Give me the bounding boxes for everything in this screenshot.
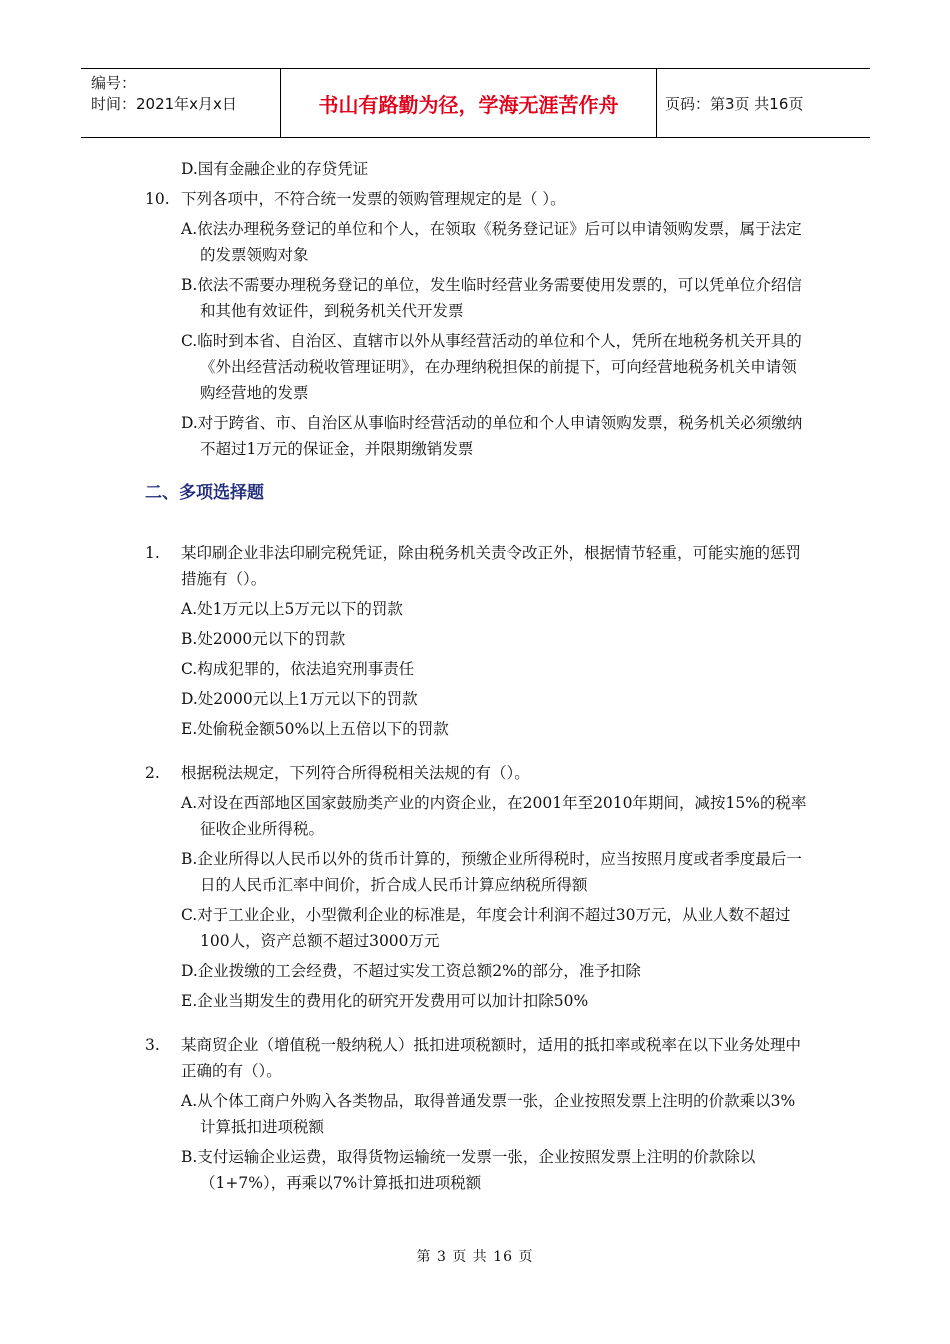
option-e: E.处偷税金额50%以上五倍以下的罚款 [181,720,449,738]
question-number: 3. [145,1036,160,1054]
question-10 [145,186,810,462]
option-c: C.临时到本省、自治区、直辖市以外从事经营活动的单位和个人，凭所在地税务机关开具的《外出经营活动税收管理证明》，在办理纳税担保的前提下，可向经营地税务机关申请领购经营地的发票 [181,332,802,402]
header-motto: 书山有路勤为径，学海无涯苦作舟 [281,69,657,137]
option-e: E.企业当期发生的费用化的研究开发费用可以加计扣除50% [181,992,589,1010]
question-text: 根据税法规定，下列符合所得税相关法规的有（）。 [181,764,530,782]
option-b: B.依法不需要办理税务登记的单位，发生临时经营业务需要使用发票的，可以凭单位介绍信和其他有效证件，到税务机关代开发票 [181,276,802,320]
question-text: 某商贸企业（增值税一般纳税人）抵扣进项税额时，适用的抵扣率或税率在以下业务处理中正确的有（）。 [181,1036,802,1080]
question-number: 10. [145,190,170,208]
option-a: A.处1万元以上5万元以下的罚款 [181,600,403,618]
page-footer: 第 3 页 共 16 页 [416,1249,534,1265]
document-body [145,156,810,1214]
option-a: A.对设在西部地区国家鼓励类产业的内资企业，在2001年至2010年期间，减按15%的税率征收企业所得税。 [181,794,807,838]
time-label: 时间：2021年x月x日 [91,95,237,113]
code-label: 编号： [91,74,137,92]
option-a: A.依法办理税务登记的单位和个人，在领取《税务登记证》后可以申请领购发票，属于法定的发票领购对象 [181,220,802,264]
option-b: B.处2000元以下的罚款 [181,630,346,648]
option-d: D.企业拨缴的工会经费，不超过实发工资总额2%的部分，准予扣除 [181,962,641,980]
header-page-info: 页码：第3页 共16页 [665,94,804,113]
option-b: B.支付运输企业运费，取得货物运输统一发票一张，企业按照发票上注明的价款除以（1+7%），再乘以7%计算抵扣进项税额 [181,1148,756,1192]
option-d: D.对于跨省、市、自治区从事临时经营活动的单位和个人申请领购发票，税务机关必须缴纳不超过1万元的保证金，并限期缴销发票 [181,414,803,458]
question-number: 1. [145,544,160,562]
option-a: A.从个体工商户外购入各类物品，取得普通发票一张，企业按照发票上注明的价款乘以3%计算抵扣进项税额 [181,1092,796,1136]
option-d: D.处2000元以上1万元以下的罚款 [181,690,418,708]
question-text: 下列各项中，不符合统一发票的领购管理规定的是（ ）。 [181,190,566,208]
question-text: 某印刷企业非法印刷完税凭证，除由税务机关责令改正外，根据情节轻重，可能实施的惩罚措施有（）。 [181,544,802,588]
question-number: 2. [145,764,160,782]
option-b: B.企业所得以人民币以外的货币计算的，预缴企业所得税时，应当按照月度或者季度最后一日的人民币汇率中间价，折合成人民币计算应纳税所得额 [181,850,802,894]
section-title: 二、多项选择题 [145,483,264,503]
page-header [81,68,870,138]
multi-question-3 [145,1032,810,1196]
prev-question-option-d: D.国有金融企业的存贷凭证 [181,160,369,178]
multi-question-1 [145,540,810,742]
header-meta [81,69,281,137]
multi-question-2 [145,760,810,1014]
option-c: C.构成犯罪的，依法追究刑事责任 [181,660,415,678]
option-c: C.对于工业企业，小型微利企业的标准是，年度会计利润不超过30万元，从业人数不超过100人，资产总额不超过3000万元 [181,906,791,950]
